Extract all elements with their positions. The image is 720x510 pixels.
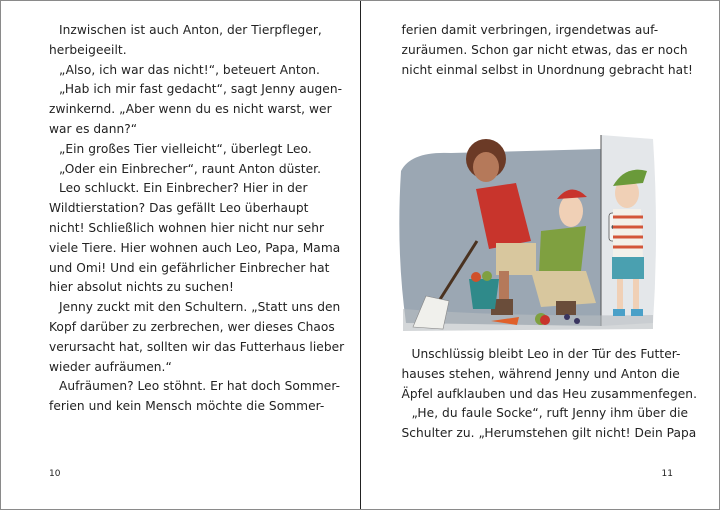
text-line: Aufräumen? Leo stöhnt. Er hat doch Sommer- <box>59 379 341 394</box>
text-line: Kopf darüber zu zerbrechen, wer dieses Chaos <box>49 319 335 334</box>
text-line: „Hab ich mir fast gedacht“, sagt Jenny augen- <box>59 82 343 97</box>
text-line: zuräumen. Schon gar nicht etwas, das er noch <box>401 42 688 57</box>
text-line: und Omi! Und ein gefährlicher Einbrecher hat <box>49 260 330 275</box>
text-line: nicht einmal selbst in Unordnung gebracht hat! <box>401 62 693 77</box>
text-line: ferien damit verbringen, irgendetwas auf- <box>401 23 659 37</box>
text-line: „Oder ein Einbrecher“, raunt Anton düster. <box>59 161 322 176</box>
text-line: „He, du faule Socke“, ruft Jenny ihm über die <box>411 406 689 421</box>
text-line: war es dann?“ <box>49 121 138 136</box>
text-line: wieder aufräumen.“ <box>49 359 172 374</box>
text-line: „Ein großes Tier vielleicht“, überlegt Leo. <box>59 141 312 156</box>
text-line: Jenny zuckt mit den Schultern. „Statt uns den <box>59 300 341 315</box>
text-line: hauses stehen, während Jenny und Anton die <box>401 366 680 381</box>
book-spread <box>1 1 719 509</box>
text-line: hier absolut nichts zu suchen! <box>49 280 234 295</box>
text-line: nicht! Schließlich wohnen hier nicht nur sehr <box>49 220 325 235</box>
text-line: viele Tiere. Hier wohnen auch Leo, Papa, Mama <box>49 240 341 255</box>
left-page <box>1 1 360 509</box>
text-line: zwinkernd. „Aber wenn du es nicht warst, wer <box>49 102 332 117</box>
page-number-right: 11 <box>661 469 673 479</box>
text-line: Wildtierstation? Das gefällt Leo überhaupt <box>49 201 309 216</box>
page-number-left: 10 <box>49 469 61 479</box>
left-page-text <box>49 21 344 417</box>
text-line: Äpfel aufklauben und das Heu zusammenfegen. <box>401 386 698 401</box>
text-line: ferien und kein Mensch möchte die Sommer- <box>49 399 325 414</box>
text-line: Schulter zu. „Herumstehen gilt nicht! Dein Papa <box>401 426 697 441</box>
text-line: herbeigeeilt. <box>49 42 127 57</box>
text-line: Unschlüssig bleibt Leo in der Tür des Futter- <box>411 347 681 361</box>
text-line: verursacht hat, sollten wir das Futterhaus lieber <box>49 339 345 354</box>
right-page-text-top <box>402 21 693 80</box>
illustration-cleanup-scene <box>391 131 666 336</box>
text-line: „Also, ich war das nicht!“, beteuert Anton. <box>59 62 320 77</box>
text-line: Leo schluckt. Ein Einbrecher? Hier in der <box>59 181 308 196</box>
right-page-text-bottom <box>402 345 698 444</box>
right-page <box>361 1 720 509</box>
text-line: Inzwischen ist auch Anton, der Tierpfleger, <box>59 23 322 37</box>
